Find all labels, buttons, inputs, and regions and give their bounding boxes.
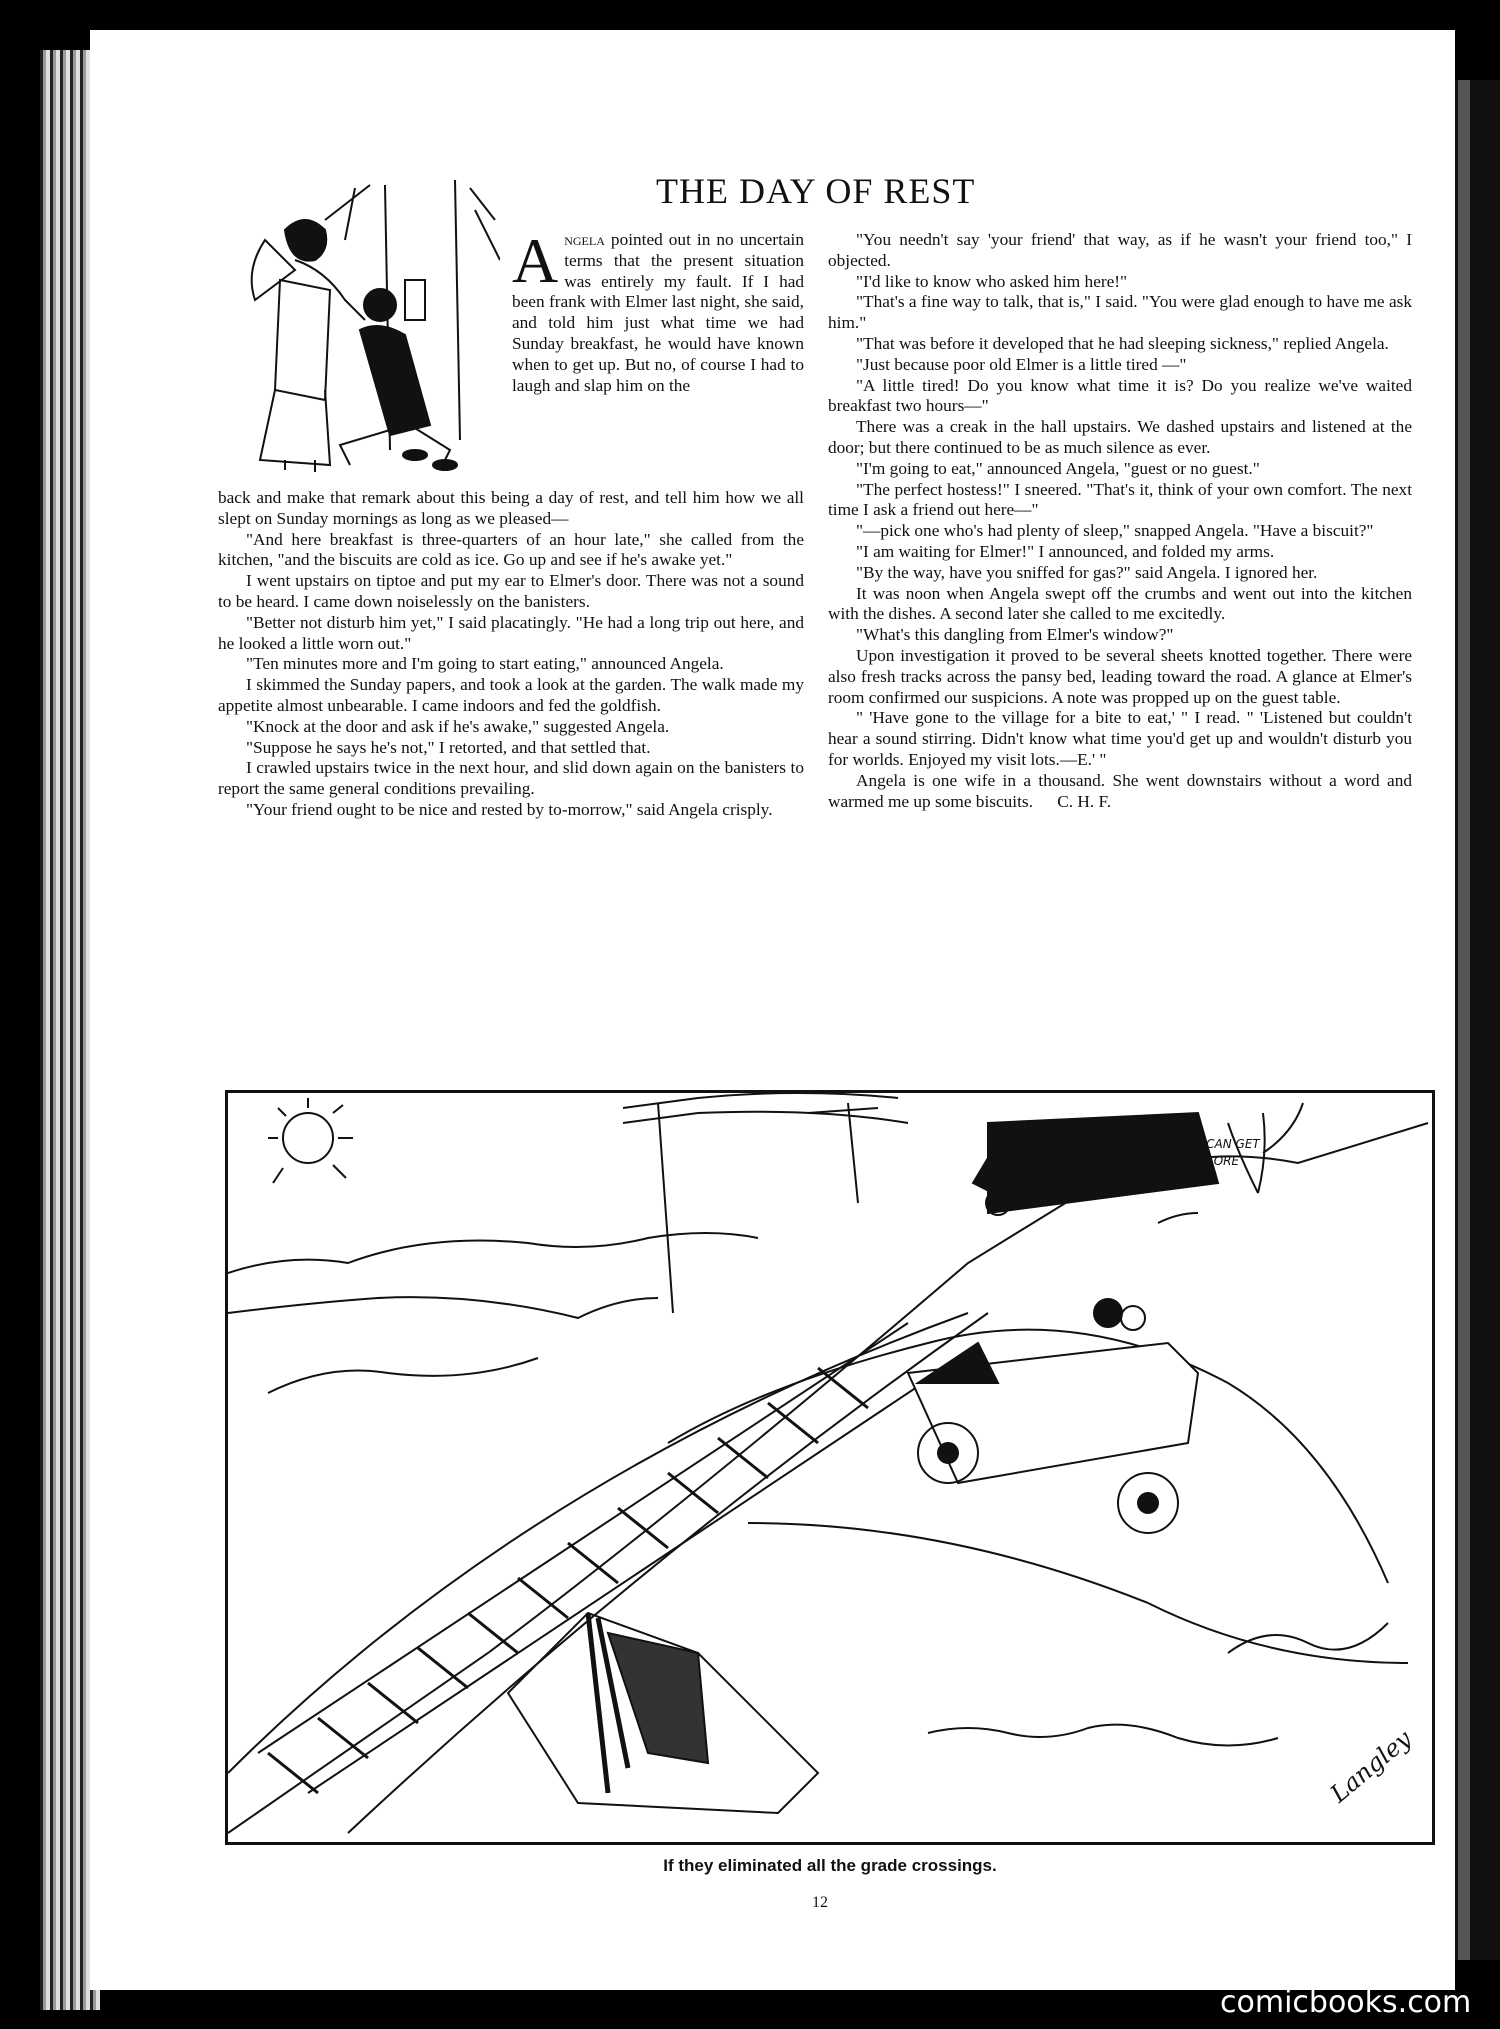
wrap-line: laugh and slap him on the bbox=[512, 375, 691, 395]
paragraph: "Better not disturb him yet," I said placatingly. "He had a long trip out here, and he looked a little worn out." bbox=[218, 612, 804, 653]
lead-smallcaps: ngela bbox=[564, 230, 605, 249]
paragraph: "Knock at the door and ask if he's awake," suggested Angela. bbox=[246, 716, 670, 736]
wrap-line: was entirely my fault. If I bbox=[564, 271, 770, 291]
paragraph: "That's a fine way to talk, that is," I said. "You were glad enough to have me ask him." bbox=[828, 292, 1412, 333]
wrap-line: uncertain terms that bbox=[564, 230, 804, 270]
paragraph: "What's this dangling from Elmer's window?" bbox=[856, 625, 1174, 645]
paragraph: "A little tired! Do you know what time it is? Do you realize we've waited breakfast two hours—" bbox=[828, 375, 1412, 416]
paragraph: It was noon when Angela swept off the crumbs and went out into the kitchen with the dishes. A second later she called to me excitedly. bbox=[828, 583, 1412, 624]
paragraph: "Your friend ought to be nice and rested by to-morrow," said Angela crisply. bbox=[246, 799, 773, 819]
speech-line: ACROSS BEFORE bbox=[1138, 1154, 1240, 1168]
paragraph: "I'd like to know who asked him here!" bbox=[856, 271, 1128, 291]
site-watermark: comicbooks.com bbox=[1220, 1985, 1472, 2020]
paragraph: "—pick one who's had plenty of sleep," snapped Angela. "Have a biscuit?" bbox=[856, 521, 1374, 541]
door-peeking-illustration bbox=[225, 180, 500, 475]
page-number: 12 bbox=[812, 1894, 828, 1911]
paragraph: " 'Have gone to the village for a bite to eat,' " I read. " 'Listened but couldn't hear a sound stirring. Didn't know what time you'd get up and wouldn't disturb you for worlds. Enjoyed my visit lots.—E.' " bbox=[828, 708, 1412, 769]
wrap-line: the present situation bbox=[651, 250, 804, 270]
paragraph: "Suppose he says he's not," I retorted, and that settled that. bbox=[246, 737, 651, 757]
paragraph: "You needn't say 'your friend' that way, as if he wasn't your friend too," I objected. bbox=[828, 230, 1412, 270]
paragraph: "I'm going to eat," announced Angela, "guest or no guest." bbox=[856, 458, 1260, 478]
left-column-wrap bbox=[512, 225, 805, 396]
wrap-line: last night, she said, and told bbox=[512, 292, 804, 333]
wrap-line: Sunday breakfast, he would bbox=[512, 333, 711, 353]
scan-right-shadow bbox=[1458, 80, 1470, 1960]
closing-line: Angela is one wife in a thousand. She went downstairs without a word and warmed me up some biscuits. bbox=[828, 770, 1412, 811]
paragraph: "And here breakfast is three-quarters of an hour late," she called from the kitchen, "and the biscuits are cold as ice. Go up and see if he's awake yet." bbox=[218, 529, 804, 570]
grade-crossing-drawing bbox=[228, 1093, 1432, 1842]
wrap-line: had been frank with Elmer bbox=[512, 271, 805, 312]
drop-cap: A bbox=[512, 225, 559, 296]
paragraph: "The perfect hostess!" I sneered. "That's it, think of your own comfort. The next time I ask a friend out here—" bbox=[828, 479, 1412, 520]
article-title: THE DAY OF REST bbox=[656, 171, 976, 211]
paragraph: back and make that remark about this being a day of rest, and tell him how we all slept on Sunday mornings as long as we pleased— bbox=[218, 488, 804, 528]
paragraph: "Ten minutes more and I'm going to start eating," announced Angela. bbox=[246, 654, 724, 674]
left-column-body bbox=[218, 488, 804, 821]
speech-line: THE TRAIN!" bbox=[1143, 1171, 1218, 1185]
paragraph: Upon investigation it proved to be several sheets knotted together. There were also fresh tracks across the pansy bed, leading toward the road. A glance at Elmer's room confirmed our suspicions. A note was propped up on the guest table. bbox=[828, 645, 1412, 707]
wrap-line: But no, of course I had to bbox=[624, 354, 804, 374]
artist-signature: Langley bbox=[1324, 1724, 1417, 1809]
wrap-line: him just what time we had bbox=[586, 313, 804, 333]
speech-line: "BETCHER I CAN GET bbox=[1133, 1137, 1260, 1151]
right-column-body bbox=[828, 230, 1412, 812]
paragraph: I crawled upstairs twice in the next hour, and slid down again on the banisters to report the same general conditions prevailing. bbox=[218, 758, 804, 799]
cartoon-caption: If they eliminated all the grade crossings. bbox=[663, 1856, 997, 1875]
paragraph: I skimmed the Sunday papers, and took a look at the garden. The walk made my appetite almost unbearable. I came indoors and fed the goldfish. bbox=[218, 675, 804, 715]
paragraph: There was a creak in the hall upstairs. We dashed upstairs and listened at the door; but there continued to be as much silence as ever. bbox=[828, 417, 1412, 457]
paragraph: "I am waiting for Elmer!" I announced, and folded my arms. bbox=[856, 541, 1275, 561]
paragraph: "That was before it developed that he had sleeping sickness," replied Angela. bbox=[856, 333, 1389, 353]
paragraph: "Just because poor old Elmer is a little tired —" bbox=[856, 354, 1187, 374]
cartoon-panel bbox=[225, 1090, 1435, 1845]
wrap-line: have known when to get up. bbox=[512, 333, 804, 374]
author-initials: C. H. F. bbox=[1057, 791, 1112, 811]
paragraph: "By the way, have you sniffed for gas?" said Angela. I ignored her. bbox=[856, 562, 1318, 582]
paragraph bbox=[828, 771, 1412, 813]
wrap-line: pointed out in no bbox=[610, 230, 734, 249]
paragraph: I went upstairs on tiptoe and put my ear to Elmer's door. There was not a sound to be heard. I came down noiselessly on the banisters. bbox=[218, 571, 804, 611]
